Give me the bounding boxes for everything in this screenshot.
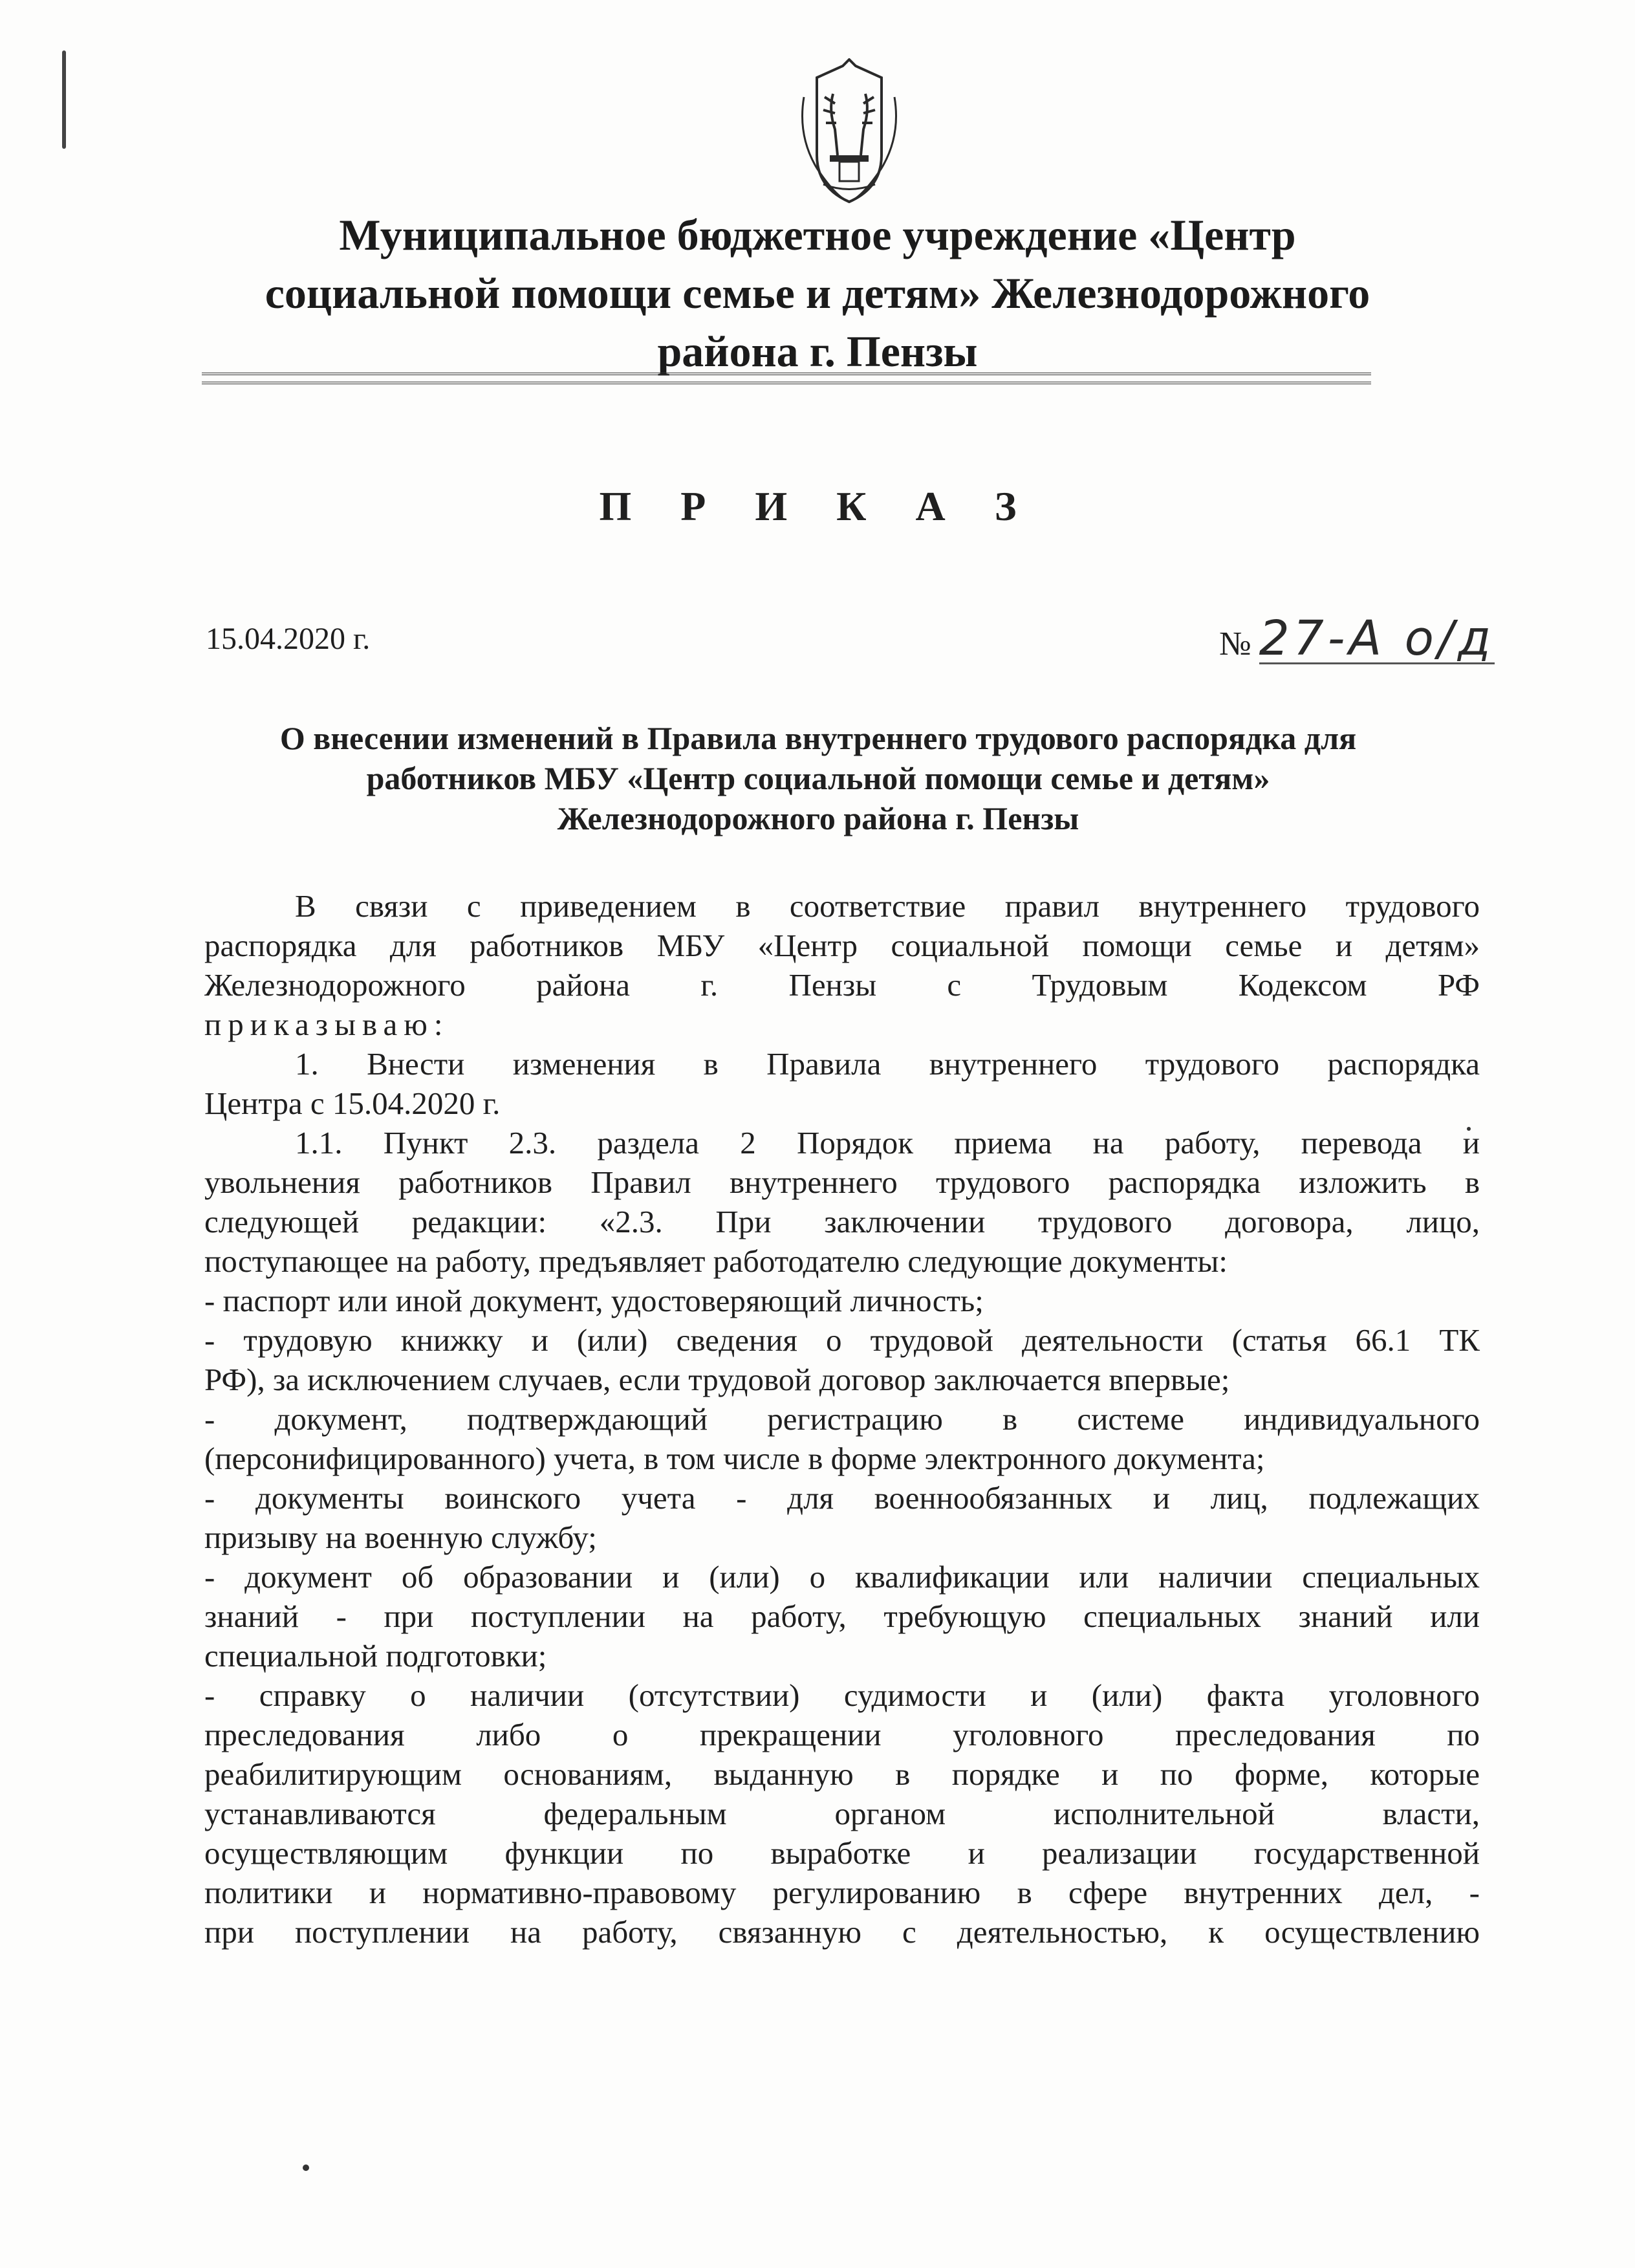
body-line: преследования либо о прекращении уголовного преследования по [204, 1717, 1480, 1752]
body-line: - трудовую книжку и (или) сведения о трудовой деятельности (статья 66.1 ТК [204, 1322, 1480, 1358]
order-body [204, 886, 1480, 1952]
body-line: устанавливаются федеральным органом исполнительной власти, [204, 1796, 1480, 1831]
body-line: 1.1. Пункт 2.3. раздела 2 Порядок приема на работу, перевода и [295, 1125, 1480, 1161]
subject-line: работников МБУ «Центр социальной помощи семье и детям» [366, 760, 1270, 796]
subject-line: О внесении изменений в Правила внутреннего трудового распорядка для [279, 720, 1357, 756]
organization-title [155, 206, 1480, 380]
body-line: распорядка для работников МБУ «Центр социальной помощи семье и детям» [204, 928, 1480, 963]
body-line: - паспорт или иной документ, удостоверяющий личность; [204, 1283, 984, 1318]
header-separator [202, 373, 1371, 384]
body-line: призыву на военную службу; [204, 1520, 597, 1555]
body-line: (персонифицированного) учета, в том числе в форме электронного документа; [204, 1441, 1265, 1476]
body-line: следующей редакции: «2.3. При заключении трудового договора, лицо, [204, 1204, 1480, 1239]
order-date: 15.04.2020 г. [206, 622, 371, 656]
body-line: Центра с 15.04.2020 г. [204, 1085, 501, 1121]
body-line: поступающее на работу, предъявляет работодателю следующие документы: [204, 1243, 1228, 1279]
organization-title-line: района г. Пензы [657, 327, 978, 376]
scan-speck [303, 2164, 309, 2171]
body-line: увольнения работников Правил внутреннего трудового распорядка изложить в [204, 1164, 1480, 1200]
organization-title-line: Муниципальное бюджетное учреждение «Центр [339, 210, 1296, 259]
body-line: специальной подготовки; [204, 1638, 547, 1674]
body-line: осуществляющим функции по выработке и реализации государственной [204, 1835, 1480, 1871]
order-number-label: № [1219, 626, 1251, 662]
organization-title-line: социальной помощи семье и детям» Железнодорожного [265, 268, 1370, 318]
body-line: приказываю: [204, 1007, 449, 1042]
scan-margin-mark [62, 50, 66, 149]
order-number-handwritten: 27-А о/д [1259, 611, 1495, 666]
order-number [1219, 611, 1495, 666]
order-title: П Р И К А З [599, 483, 1036, 529]
body-line: - справку о наличии (отсутствии) судимости и (или) факта уголовного [204, 1677, 1480, 1713]
body-line: реабилитирующим основаниям, выданную в порядке и по форме, которые [204, 1756, 1480, 1792]
body-line: Железнодорожного района г. Пензы с Трудовым Кодексом РФ [204, 967, 1480, 1003]
body-line: - документ об образовании и (или) о квалификации или наличии специальных [204, 1559, 1480, 1595]
body-line: РФ), за исключением случаев, если трудовой договор заключается впервые; [204, 1362, 1230, 1397]
coat-of-arms-emblem [778, 58, 920, 204]
body-line: - документ, подтверждающий регистрацию в системе индивидуального [204, 1401, 1480, 1437]
subject-line: Железнодорожного района г. Пензы [557, 800, 1079, 836]
body-line: 1. Внести изменения в Правила внутреннего трудового распорядка [295, 1046, 1480, 1082]
order-subject [194, 718, 1442, 838]
body-line: В связи с приведением в соответствие правил внутреннего трудового [295, 888, 1480, 924]
body-line: политики и нормативно-правовому регулированию в сфере внутренних дел, - [204, 1875, 1480, 1910]
body-line: знаний - при поступлении на работу, требующую специальных знаний или [204, 1598, 1480, 1634]
body-line: при поступлении на работу, связанную с деятельностью, к осуществлению [204, 1914, 1480, 1950]
body-line: - документы воинского учета - для военнообязанных и лиц, подлежащих [204, 1480, 1480, 1516]
